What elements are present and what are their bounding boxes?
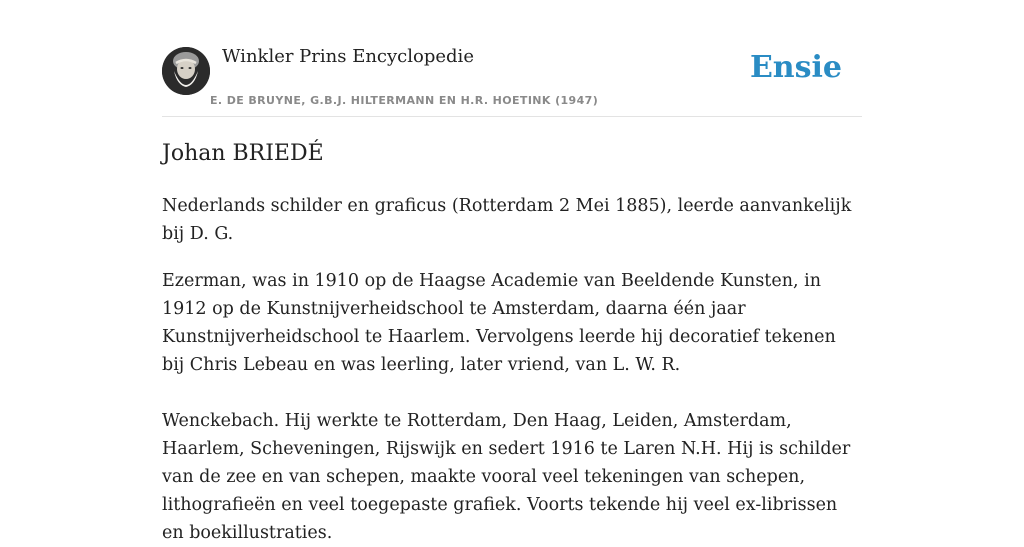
article-paragraph: Ezerman, was in 1910 op de Haagse Academie van Beeldende Kunsten, in 1912 op de Kunstnijverheidschool te Amsterdam, daarna één jaar Kunstnijverheidschool te Haarlem. Vervolgens leerde hij decoratief tekenen bij Chris Lebeau en was leerling, later vriend, van L. W. R. [162, 271, 836, 375]
ensie-logo-link[interactable]: Ensie [749, 50, 842, 85]
source-header [162, 0, 862, 117]
article-paragraph: Nederlands schilder en graficus (Rotterdam 2 Mei 1885), leerde aanvankelijk bij D. G. [162, 196, 852, 244]
article-paragraph: Wenckebach. Hij werkte te Rotterdam, Den Haag, Leiden, Amsterdam, Haarlem, Scheveningen, Rijswijk en sedert 1916 te Laren N.H. Hij is schilder van de zee en van schepen, maakte vooral veel tekeningen van schepen, lithografieën en veel toegepaste grafiek. Voorts tekende hij veel ex-librissen en boekillustraties. [162, 411, 851, 543]
author-portrait-avatar[interactable] [162, 47, 210, 95]
source-authors: E. DE BRUYNE, G.B.J. HILTERMANN EN H.R. HOETINK (1947) [210, 94, 599, 107]
page [162, 0, 862, 543]
portrait-image [162, 47, 210, 95]
article-title: Johan BRIEDÉ [162, 141, 324, 166]
source-title[interactable]: Winkler Prins Encyclopedie [222, 46, 474, 67]
